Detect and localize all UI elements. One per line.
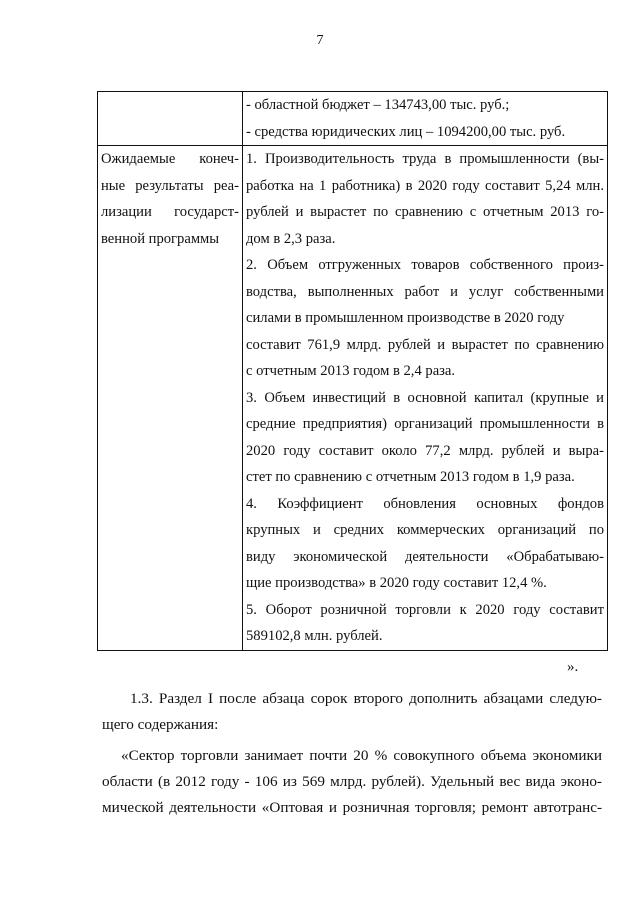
results-label-cell xyxy=(98,146,243,651)
result-line: виду экономической деятельности «Обрабатываю- xyxy=(246,548,604,565)
result-item-3 xyxy=(246,385,604,491)
paragraph-2-line-2: области (в 2012 году - 106 из 569 млрд. рублей). Удельный вес вида эконо- xyxy=(102,773,602,790)
result-line: стет по сравнению с отчетным 2013 годом в 1,9 раза. xyxy=(246,469,575,485)
result-line: рублей и вырастет по сравнению с отчетным 2013 го- xyxy=(246,204,604,220)
funding-row xyxy=(98,92,608,146)
result-line: 4. Коэффициент обновления основных фондов xyxy=(246,495,604,512)
result-line: с отчетным 2013 годом в 2,4 раза. xyxy=(246,363,456,379)
result-line: средние предприятия) организаций промышленности в xyxy=(246,416,604,432)
funding-regional-budget: - областной бюджет – 134743,00 тыс. руб.; xyxy=(246,97,510,113)
paragraph-2-line-3: мической деятельности «Оптовая и розничная торговля; ремонт автотранс- xyxy=(102,799,602,816)
page-number: 7 xyxy=(316,33,324,48)
result-line: водства, выполненных работ и услуг собственными xyxy=(246,283,604,300)
results-content-cell xyxy=(243,146,608,651)
results-label-line: Ожидаемые конеч- xyxy=(101,151,239,167)
results-label-line: лизации государст- xyxy=(101,204,239,220)
result-line: 2020 году составит около 77,2 млрд. рублей и выра- xyxy=(246,442,604,459)
closing-quote: ». xyxy=(567,659,579,675)
result-line: 1. Производительность труда в промышленности (вы- xyxy=(246,151,604,167)
result-item-1 xyxy=(246,146,604,252)
funding-legal-entities: - средства юридических лиц – 1094200,00 тыс. руб. xyxy=(246,123,566,140)
paragraph-1-line-2: щего содержания: xyxy=(102,716,219,733)
result-line: дом в 2,3 раза. xyxy=(246,230,336,247)
result-item-2 xyxy=(246,252,604,385)
result-line: 3. Объем инвестиций в основной капитал (крупные и xyxy=(246,389,604,406)
paragraph-2-line-1: «Сектор торговли занимает почти 20 % совокупного объема экономики xyxy=(121,747,602,764)
paragraph-1-line-1: 1.3. Раздел I после абзаца сорок второго дополнить абзацами следую- xyxy=(130,690,602,707)
result-line: крупных и средних коммерческих организаций по xyxy=(246,522,604,538)
program-passport-table xyxy=(97,91,608,651)
result-line: работка на 1 работника) в 2020 году составит 5,24 млн. xyxy=(246,177,604,194)
result-item-5 xyxy=(246,597,604,650)
result-line: щие производства» в 2020 году составит 12,4 %. xyxy=(246,575,547,591)
funding-cell xyxy=(243,92,608,146)
result-line: 5. Оборот розничной торговли к 2020 году составит xyxy=(246,601,604,618)
result-item-4 xyxy=(246,491,604,597)
result-line: составит 761,9 млрд. рублей и вырастет по сравнению xyxy=(246,336,604,353)
results-label-line: ные результаты реа- xyxy=(101,177,239,194)
empty-cell xyxy=(98,92,243,146)
results-row xyxy=(98,146,608,651)
result-line: силами в промышленном производстве в 2020 году xyxy=(246,310,565,326)
results-label-line: венной программы xyxy=(101,230,220,247)
result-line: 2. Объем отгруженных товаров собственного произ- xyxy=(246,257,604,273)
result-line: 589102,8 млн. рублей. xyxy=(246,628,383,644)
